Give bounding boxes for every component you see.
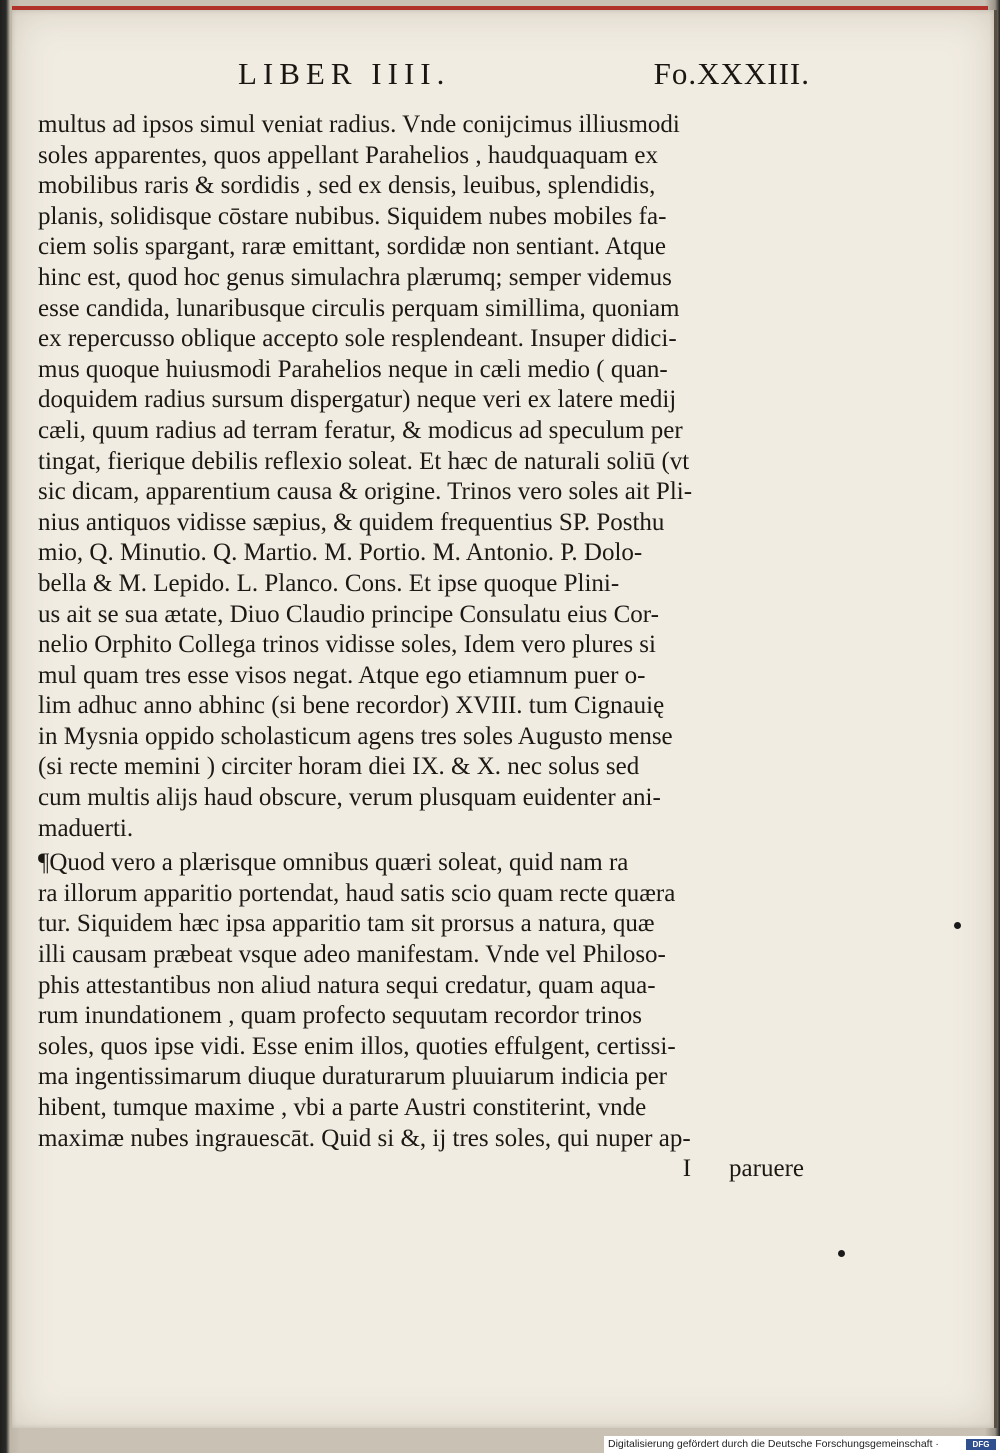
text-line: soles, quos ipse vidi. Esse enim illos, quoties effulgent, certissi- [38,1032,676,1060]
margin-dot-right [954,922,961,929]
text-line: ma ingentissimarum diuque duraturarum pluuiarum indicia per [38,1063,668,1091]
text-line: sic dicam, apparentium causa & origine. Trinos vero soles ait Pli- [38,478,693,506]
text-line: maximæ nubes ingrauescāt. Quid si &, ij tres soles, qui nuper ap- [38,1124,691,1152]
catchword: paruere [729,1155,804,1183]
text-line: mul quam tres esse visos negat. Atque ego etiamnum puer o- [38,661,646,689]
running-header [238,56,810,96]
digitization-footer [604,1436,1000,1453]
paragraph-2 [38,848,808,1154]
text-line: hibent, tumque maxime , vbi a parte Austri constiterint, vnde [38,1094,647,1121]
text-line: mio, Q. Minutio. Q. Martio. M. Portio. M. Antonio. P. Dolo- [38,539,643,567]
text-line: mobilibus raris & sordidis , sed ex densis, leuibus, splendidis, [38,172,656,200]
text-line: maduerti. [38,814,134,842]
text-line: mus quoque huiusmodi Parahelios neque in cæli medio ( quan- [38,355,668,383]
text-line: us ait se sua ætate, Diuo Claudio principe Consulatu eius Cor- [38,600,659,628]
text-line: in Mysnia oppido scholasticum agens tres soles Augusto mense [38,722,673,750]
text-line: cæli, quum radius ad terram feratur, & modicus ad speculum per [38,416,683,444]
text-line: tingat, fierique debilis reflexio soleat. Et hæc de naturali soliū (vt [38,447,690,475]
book-number: LIBER IIII. [238,56,451,91]
catchword-line [38,1154,808,1185]
text-line: phis attestantibus non aliud natura sequi credatur, quam aqua- [38,971,656,999]
text-line: soles apparentes, quos appellant Parahelios , haudquaquam ex [38,141,658,169]
text-line: bella & M. Lepido. L. Planco. Cons. Et ipse quoque Plini- [38,569,620,597]
text-line: multus ad ipsos simul veniat radius. Vnde conijcimus illiusmodi [38,111,680,138]
text-line: tur. Siquidem hæc ipsa apparitio tam sit prorsus a natura, quæ [38,910,655,938]
margin-dot-bottom [838,1250,845,1257]
text-line: rum inundationem , quam profecto sequutam recordor trinos [38,1002,643,1030]
folio-number: Fo.XXXIII. [653,56,810,91]
text-line: ex repercusso oblique accepto sole resplendeant. Insuper didici- [38,325,677,353]
text-line: (si recte memini ) circiter horam diei IX. & X. nec solus sed [38,753,640,781]
text-line: doquidem radius sursum dispergatur) neque veri ex latere medij [38,386,677,414]
text-line: ciem solis spargant, raræ emittant, sordidæ non sentiant. Atque [38,233,666,261]
text-line: lim adhuc anno abhinc (si bene recordor) XVIII. tum Cignauię [38,692,665,720]
dfg-logo-icon: DFG [966,1439,996,1450]
footer-credit: Digitalisierung gefördert durch die Deutsche Forschungsgemeinschaft · [608,1438,939,1450]
text-line: illi causam præbeat vsque adeo manifestam. Vnde vel Philoso- [38,941,666,969]
body-text [38,110,808,1185]
signature-mark: I [682,1155,692,1183]
text-line: planis, solidisque cōstare nubibus. Siquidem nubes mobiles fa- [38,202,667,230]
paragraph-1 [38,110,808,844]
text-line: cum multis alijs haud obscure, verum plusquam euidenter ani- [38,784,661,812]
top-edge-rule [12,6,988,10]
text-line: ¶Quod vero a plærisque omnibus quæri soleat, quid nam ra [38,849,629,877]
text-line: ra illorum apparitio portendat, haud satis scio quam recte quæra [38,879,676,907]
text-line: nelio Orphito Collega trinos vidisse soles, Idem vero plures si [38,631,656,659]
text-line: hinc est, quod hoc genus simulachra plærumq; semper videmus [38,263,672,291]
text-line: esse candida, lunaribusque circulis perquam simillima, quoniam [38,294,680,322]
text-line: nius antiquos vidisse sæpius, & quidem frequentius SP. Posthu [38,508,665,536]
